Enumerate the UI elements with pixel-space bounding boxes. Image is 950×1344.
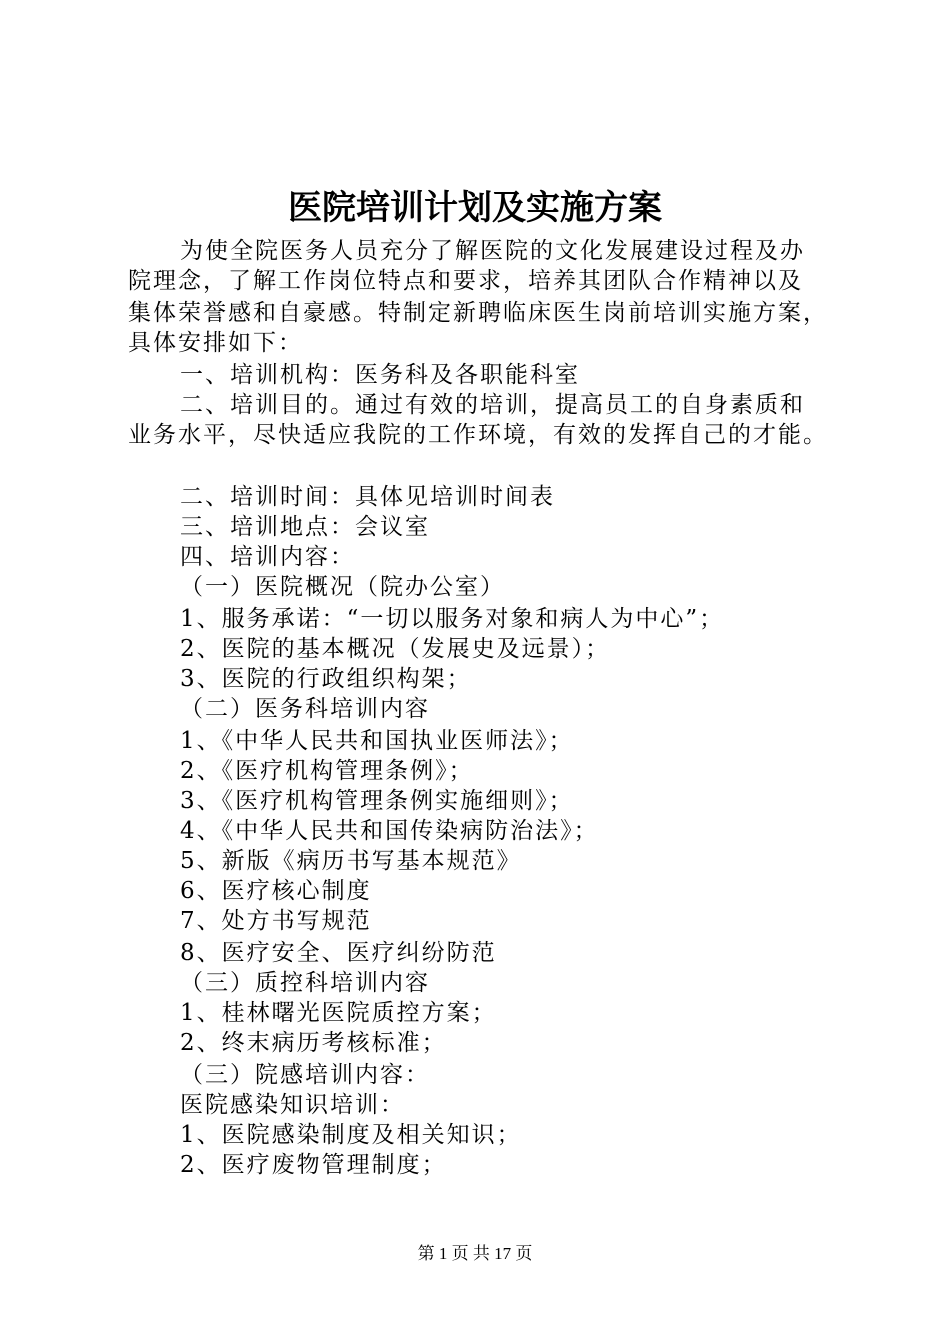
list-item: 2、终末病历考核标准； [180, 1030, 447, 1056]
section4-heading: （三）院感培训内容： [180, 1062, 430, 1088]
list-item: 1、《中华人民共和国执业医师法》； [180, 728, 574, 754]
list-item: 6、医疗核心制度 [180, 878, 372, 904]
intro-line-1: 为使全院医务人员充分了解医院的文化发展建设过程及办 [180, 238, 805, 264]
page-number-footer: 第 1 页 共 17 页 [417, 1244, 533, 1263]
list-item: 3、《医疗机构管理条例实施细则》； [180, 788, 574, 814]
list-item: 2、《医疗机构管理条例》； [180, 758, 474, 784]
list-item: 2、医院的基本概况（发展史及远景）； [180, 636, 611, 662]
time-line: 二、培训时间：具体见培训时间表 [180, 484, 555, 510]
intro-line-2: 院理念，了解工作岗位特点和要求，培养其团队合作精神以及 [128, 268, 803, 294]
list-item: 8、医疗安全、医疗纠纷防范 [180, 940, 497, 966]
section4-subheading: 医院感染知识培训： [180, 1092, 405, 1118]
intro-line-4: 具体安排如下： [128, 330, 303, 356]
list-item: 1、医院感染制度及相关知识； [180, 1122, 522, 1148]
list-item: 7、处方书写规范 [180, 908, 372, 934]
section1-heading: （一）医院概况（院办公室） [180, 574, 505, 600]
purpose-line-2: 业务水平，尽快适应我院的工作环境，有效的发挥自己的才能。 [128, 422, 828, 448]
list-item: 3、医院的行政组织构架； [180, 666, 472, 692]
list-item: 4、《中华人民共和国传染病防治法》； [180, 818, 599, 844]
list-item: 1、桂林曙光医院质控方案； [180, 1000, 497, 1026]
list-item: 1、服务承诺：“一切以服务对象和病人为中心”； [180, 606, 725, 632]
list-item: 2、医疗废物管理制度； [180, 1152, 447, 1178]
org-line: 一、培训机构：医务科及各职能科室 [180, 362, 580, 388]
content-heading: 四、培训内容： [180, 544, 355, 570]
document-title: 医院培训计划及实施方案 [288, 188, 662, 228]
section2-heading: （二）医务科培训内容 [180, 696, 430, 722]
list-item: 5、新版《病历书写基本规范》 [180, 848, 522, 874]
section3-heading: （三）质控科培训内容 [180, 970, 430, 996]
purpose-line-1: 二、培训目的。通过有效的培训，提高员工的自身素质和 [180, 392, 805, 418]
place-line: 三、培训地点：会议室 [180, 514, 430, 540]
intro-line-3: 集体荣誉感和自豪感。特制定新聘临床医生岗前培训实施方案， [128, 300, 828, 326]
